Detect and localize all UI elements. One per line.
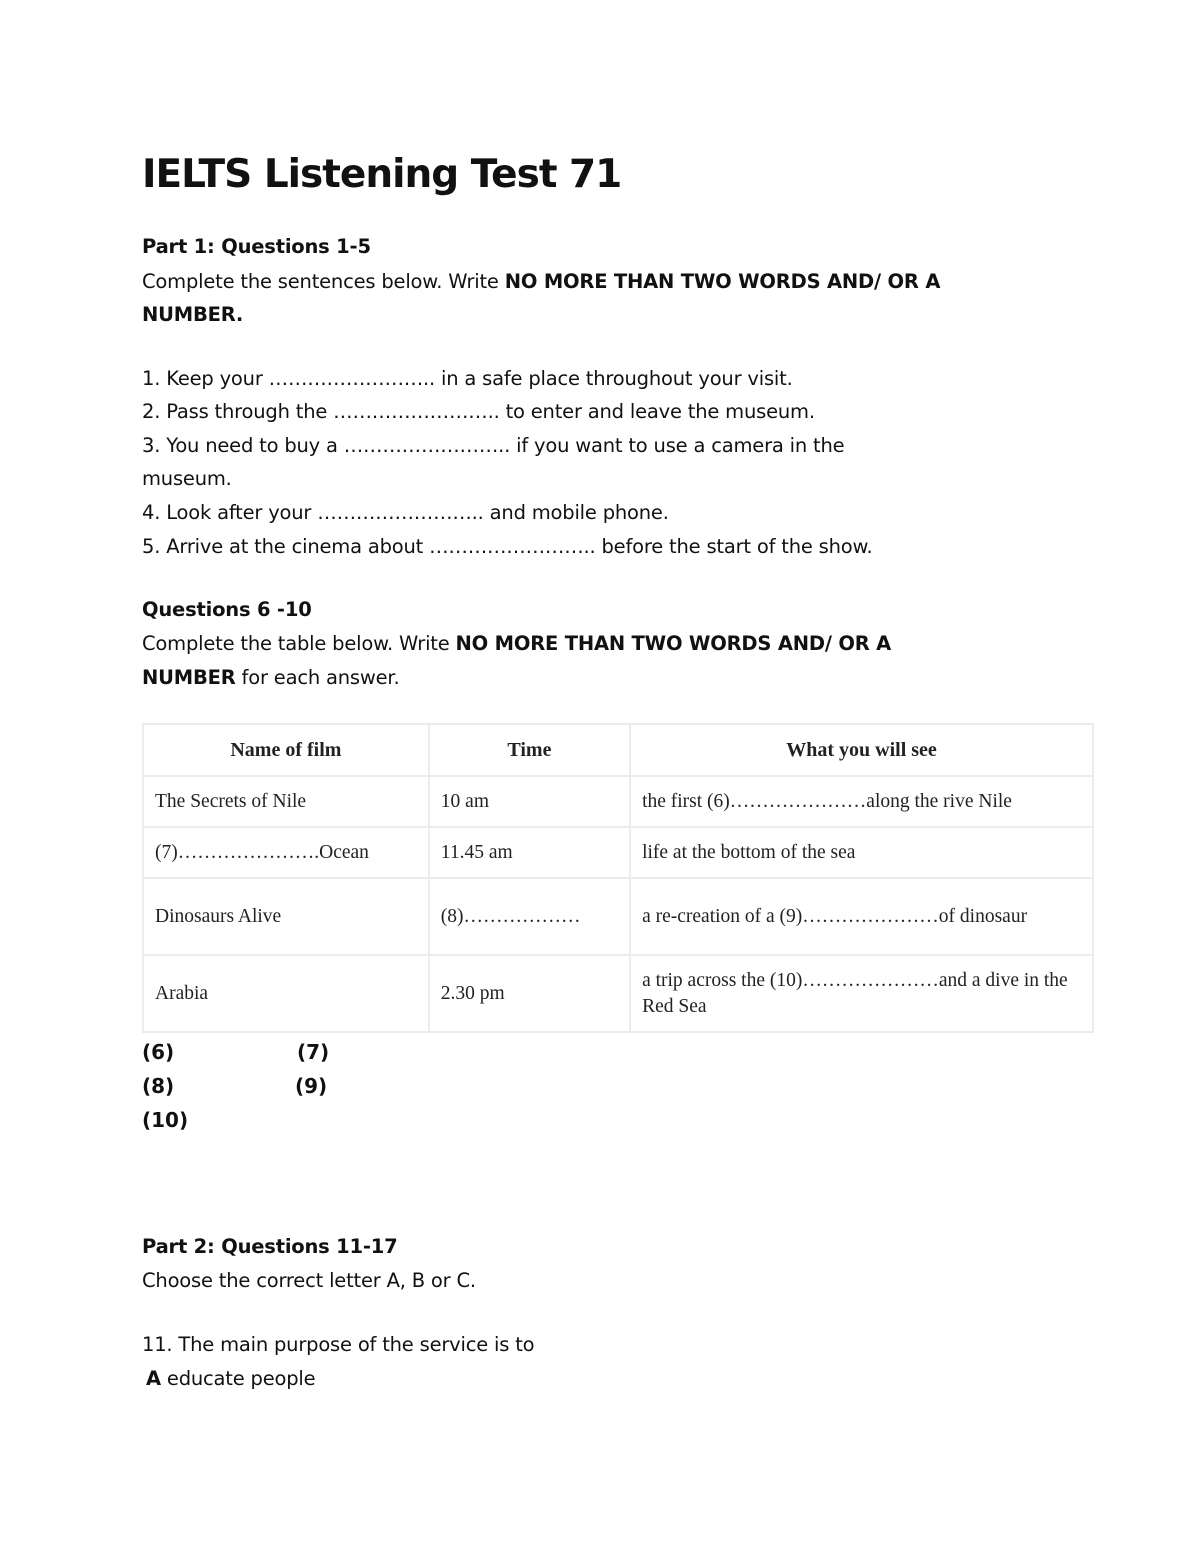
table-cell: The Secrets of Nile (143, 776, 429, 827)
question-3 (142, 429, 844, 463)
part1-instruction-line1 (142, 265, 940, 299)
table-row (143, 955, 1093, 1032)
films-table (142, 723, 1094, 1033)
table-row (143, 776, 1093, 827)
question-1 (142, 362, 793, 396)
table-instruction-bold: NO MORE THAN TWO WORDS AND/ OR A (455, 632, 892, 655)
table-instruction-line2 (142, 661, 399, 695)
questions-6-10-heading: Questions 6 -10 (142, 598, 312, 621)
question-text: 2. Pass through the (142, 400, 334, 423)
table-cell: Dinosaurs Alive (143, 878, 429, 955)
question-text: before the start of the show. (595, 535, 873, 558)
page-title: IELTS Listening Test 71 (142, 152, 622, 197)
answer-label-6: (6) (142, 1040, 175, 1064)
answer-blank: …………………….. (268, 367, 436, 390)
table-instruction-plain: Complete the table below. Write (142, 632, 456, 655)
question-text: 1. Keep your (142, 367, 269, 390)
column-header-film: Name of film (143, 724, 429, 776)
part1-instruction-plain: Complete the sentences below. Write (142, 270, 505, 293)
option-text: educate people (160, 1367, 316, 1390)
answer-label-9: (9) (295, 1074, 328, 1098)
table-cell: (7)………………….Ocean (143, 827, 429, 878)
question-text: to enter and leave the museum. (499, 400, 815, 423)
table-cell: Arabia (143, 955, 429, 1032)
table-row (143, 827, 1093, 878)
answer-label-7: (7) (297, 1040, 330, 1064)
table-instruction-tail: for each answer. (235, 666, 400, 689)
part1-heading: Part 1: Questions 1-5 (142, 235, 371, 258)
question-text: if you want to use a camera in the (510, 434, 845, 457)
table-instruction-line1 (142, 627, 891, 661)
question-11-option-a (146, 1362, 315, 1396)
answer-blank: …………………….. (317, 501, 484, 524)
question-text: 3. You need to buy a (142, 434, 344, 457)
table-cell: 10 am (429, 776, 630, 827)
table-cell: 2.30 pm (429, 955, 630, 1032)
question-text: and mobile phone. (483, 501, 669, 524)
table-cell: life at the bottom of the sea (630, 827, 1093, 878)
table-cell: the first (6)…………………along the rive Nile (630, 776, 1093, 827)
answer-blank: …………………….. (343, 434, 511, 457)
table-cell: (8)……………… (429, 878, 630, 955)
question-text: 4. Look after your (142, 501, 318, 524)
question-4 (142, 496, 669, 530)
part2-heading: Part 2: Questions 11-17 (142, 1235, 398, 1258)
column-header-what-you-see: What you will see (630, 724, 1093, 776)
table-cell: a trip across the (10)…………………and a dive in the Red Sea (630, 955, 1093, 1032)
question-2 (142, 395, 815, 429)
table-header-row (143, 724, 1093, 776)
column-header-time: Time (429, 724, 630, 776)
answer-blank: …………………….. (333, 400, 500, 423)
question-text: in a safe place throughout your visit. (435, 367, 793, 390)
question-text: 5. Arrive at the cinema about (142, 535, 430, 558)
answer-label-8: (8) (142, 1074, 175, 1098)
question-5 (142, 530, 872, 564)
question-3-continuation: museum. (142, 467, 232, 490)
part1-instruction-line2: NUMBER. (142, 303, 244, 326)
option-letter: A (146, 1367, 161, 1390)
table-cell: a re-creation of a (9)…………………of dinosaur (630, 878, 1093, 955)
table-instruction-bold-2: NUMBER (142, 666, 236, 689)
table-cell: 11.45 am (429, 827, 630, 878)
part1-instruction-bold: NO MORE THAN TWO WORDS AND/ OR A (504, 270, 941, 293)
answer-label-10: (10) (142, 1108, 189, 1132)
table-row (143, 878, 1093, 955)
answer-blank: …………………….. (429, 535, 596, 558)
part2-instruction: Choose the correct letter A, B or C. (142, 1269, 476, 1292)
question-11: 11. The main purpose of the service is to (142, 1333, 535, 1356)
